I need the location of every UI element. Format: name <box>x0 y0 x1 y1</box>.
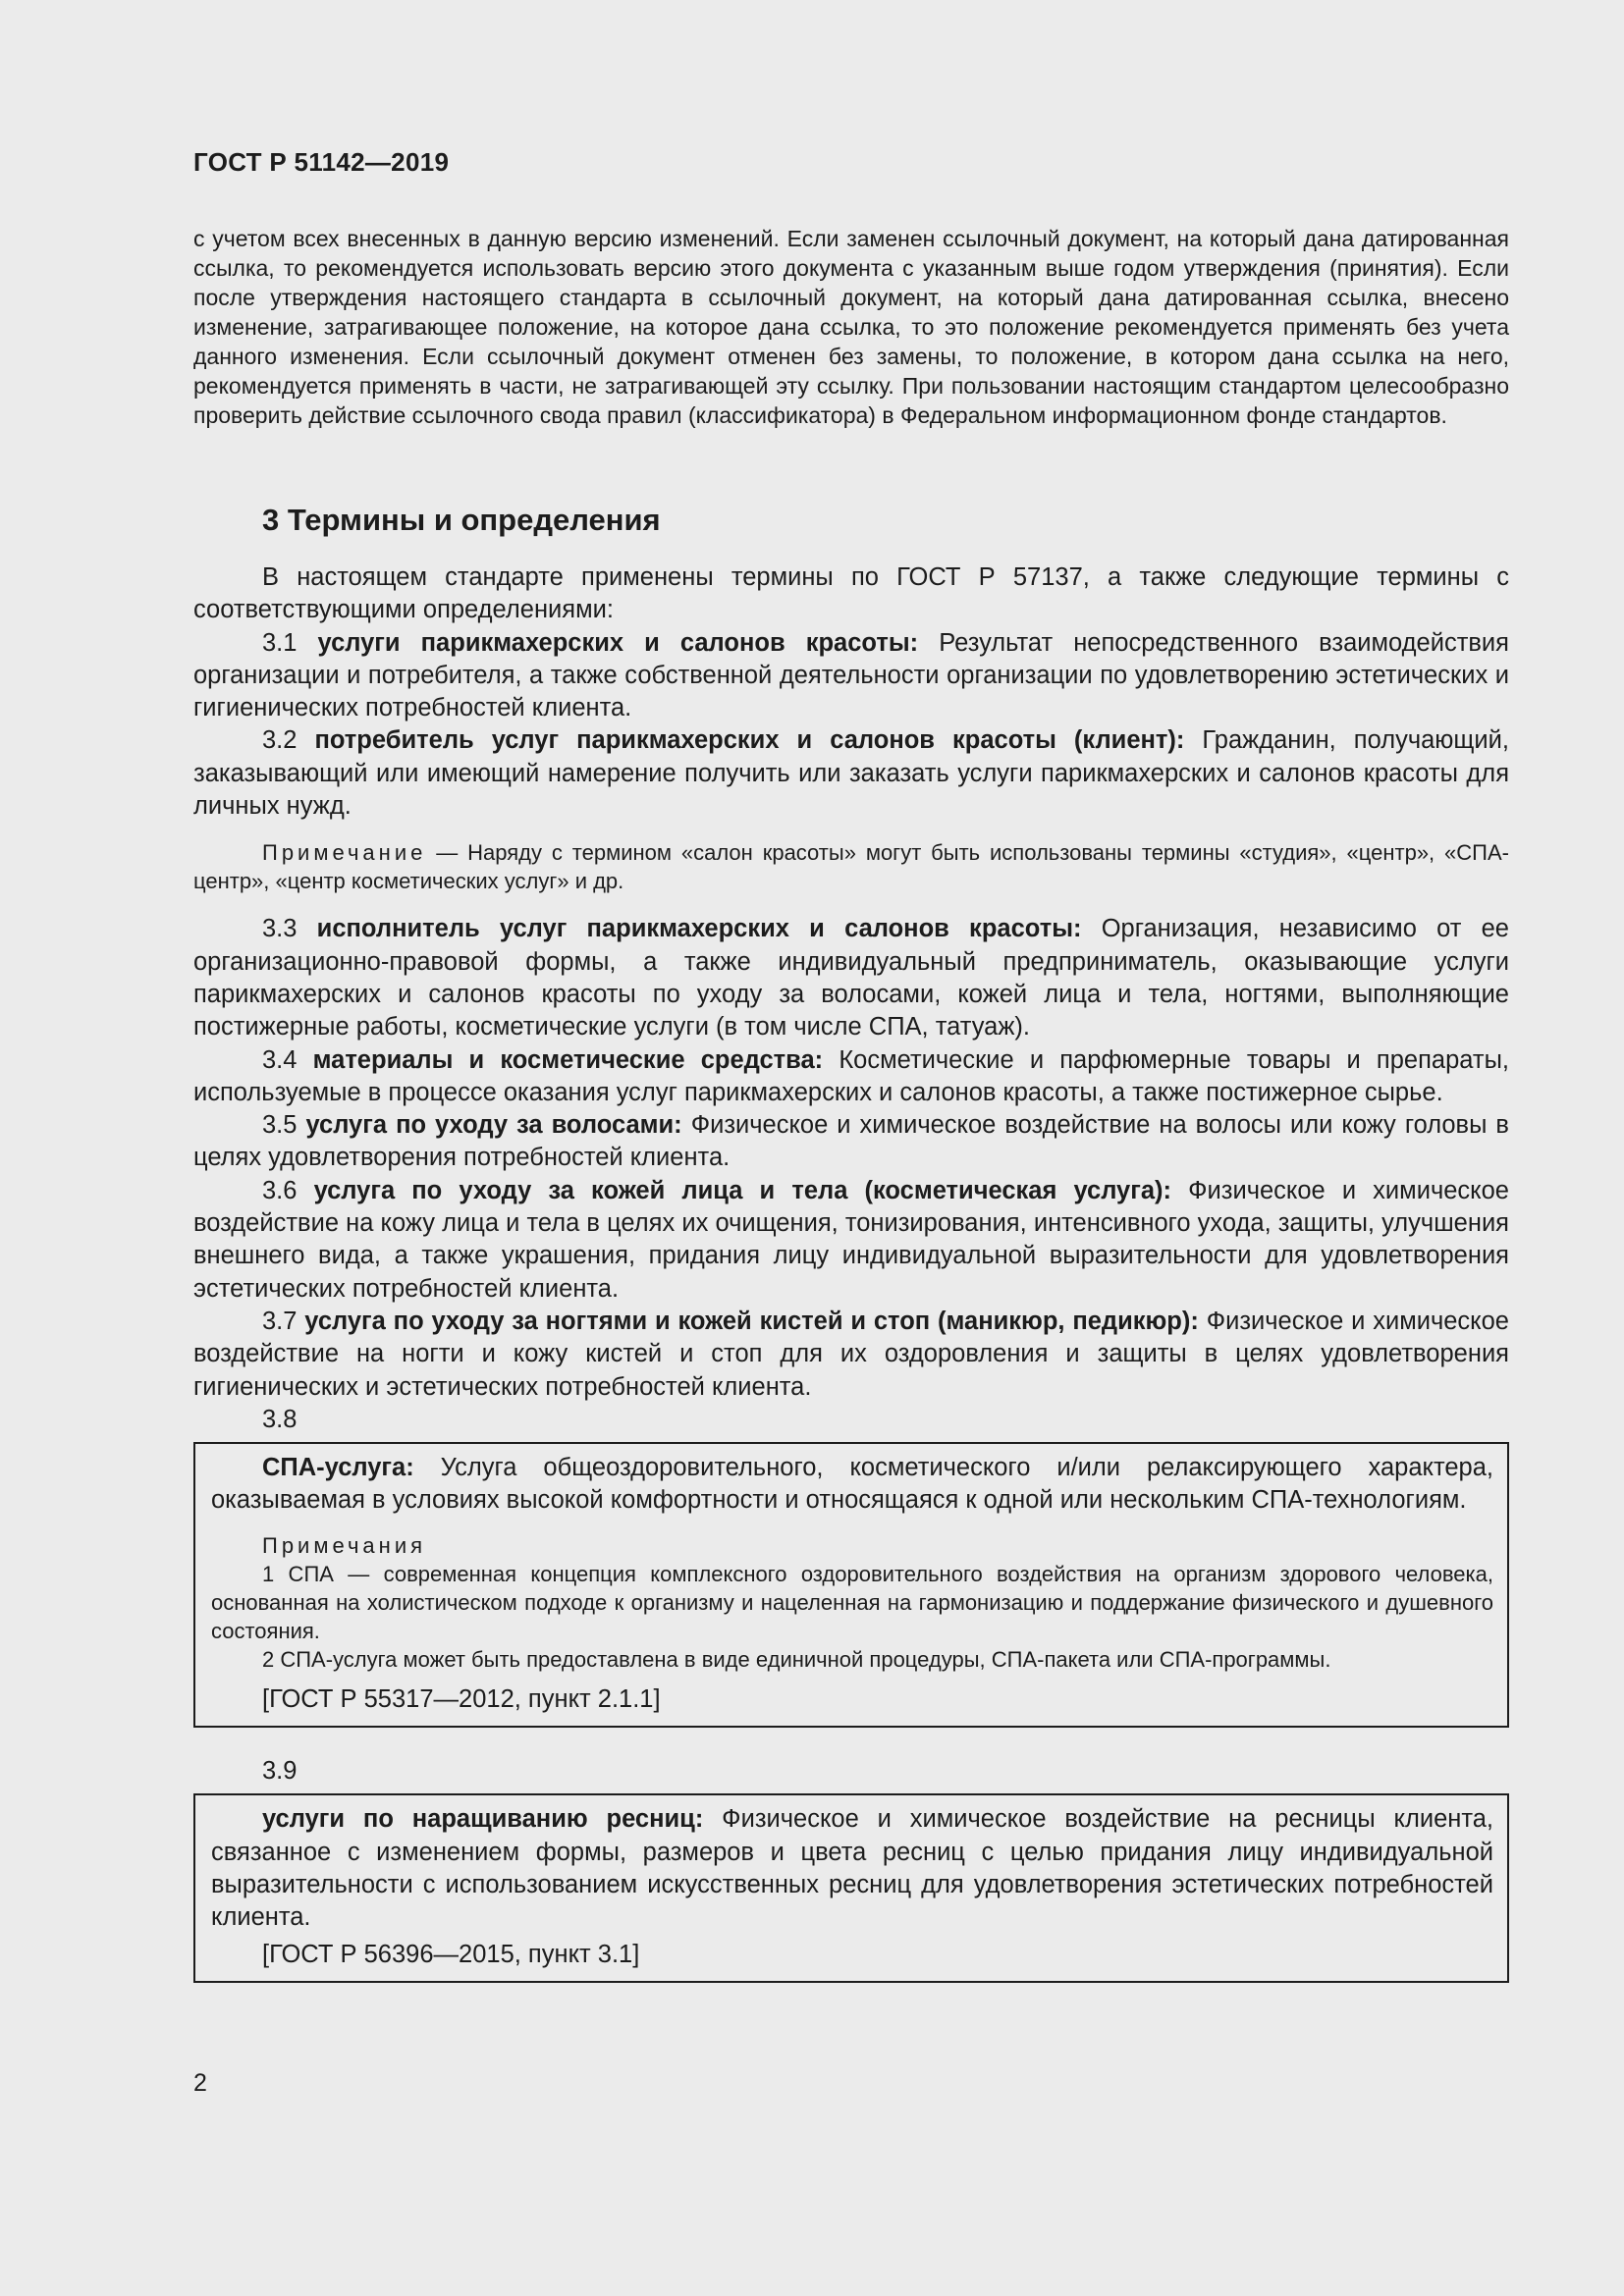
term-3-6-name: услуга по уходу за кожей лица и тела (косметическая услуга): <box>313 1176 1172 1204</box>
term-3-8-note-2: 2 СПА-услуга может быть предоставлена в виде единичной процедуры, СПА-пакета или СПА-программы. <box>262 1646 1331 1672</box>
term-3-7: 3.7 услуга по уходу за ногтями и кожей кистей и стоп (маникюр, педикюр): Физическое и химическое воздействие на ногти и кожу кистей и стоп для их оздоровления и защиты в целях удовлетворения гигиенических и эстетических потребностей клиента. <box>193 1307 1509 1401</box>
term-3-2-name: потребитель услуг парикмахерских и салонов красоты (клиент): <box>314 726 1185 755</box>
term-3-5-name: услуга по уходу за волосами: <box>305 1111 682 1140</box>
term-3-4: 3.4 материалы и косметические средства: Косметические и парфюмерные товары и препараты, используемые в процессе оказания услуг парикмахерских и салонов красоты, а также постижерное сырье. <box>193 1045 1509 1106</box>
term-3-2: 3.2 потребитель услуг парикмахерских и салонов красоты (клиент): Гражданин, получающий, заказывающий или имеющий намерение получить или заказать услуги парикмахерских и салонов красоты для личных нужд. <box>193 726 1509 821</box>
term-3-4-name: материалы и косметические средства: <box>312 1045 824 1074</box>
term-3-9-name: услуги по наращиванию ресниц: <box>262 1805 704 1834</box>
document-header: ГОСТ Р 51142—2019 <box>193 147 450 177</box>
terms-body <box>193 561 1509 1983</box>
term-3-9-reference: [ГОСТ Р 56396—2015, пункт 3.1] <box>262 1940 640 1968</box>
intro-paragraph: с учетом всех внесенных в данную версию изменений. Если заменен ссылочный документ, на который дана датированная ссылка, то рекомендуется использовать версию этого документа с указанным выше годом утверждения (принятия). Если после утверждения настоящего стандарта в ссылочный документ, на который дана датированная ссылка, внесено изменение, затрагивающее положение, на которое дана ссылка, то это положение рекомендуется применять без учета данного изменения. Если ссылочный документ отменен без замены, то положение, в котором дана ссылка на него, рекомендуется применять в части, не затрагивающей эту ссылку. При пользовании настоящим стандартом целесообразно проверить действие ссылочного свода правил (классификатора) в Федеральном информационном фонде стандартов. <box>193 226 1509 428</box>
term-3-8-note-1: 1 СПА — современная концепция комплексного оздоровительного воздействия на организм здорового человека, основанная на холистическом подходе к организму и нацеленная на гармонизацию и поддержание физического и душевного состояния. <box>211 1561 1493 1643</box>
term-3-3: 3.3 исполнитель услуг парикмахерских и салонов красоты: Организация, независимо от ее организационно-правовой формы, а также индивидуальный предприниматель, оказывающие услуги парикмахерских и салонов красоты по уходу за волосами, кожей лица и тела, ногтями, выполняющие постижерные работы, косметические услуги (в том числе СПА, татуаж). <box>193 915 1509 1041</box>
term-3-7-name: услуга по уходу за ногтями и кожей кистей и стоп (маникюр, педикюр): <box>304 1307 1199 1335</box>
term-3-8-box <box>193 1442 1509 1728</box>
page-number: 2 <box>193 2069 207 2097</box>
note-label: Примечание <box>262 840 427 866</box>
term-3-6: 3.6 услуга по уходу за кожей лица и тела (косметическая услуга): Физическое и химическое воздействие на кожу лица и тела в целях их очищения, тонизирования, интенсивного ухода, защиты, улучшения внешнего вида, а также украшения, придания лицу индивидуальной выразительности для удовлетворения эстетических потребностей клиента. <box>193 1176 1509 1303</box>
term-3-5: 3.5 услуга по уходу за волосами: Физическое и химическое воздействие на волосы или кожу головы в целях удовлетворения потребностей клиента. <box>193 1111 1509 1172</box>
term-3-1: 3.1 услуги парикмахерских и салонов красоты: Результат непосредственного взаимодействия организации и потребителя, а также собственной деятельности организации по удовлетворению эстетических и гигиенических потребностей клиента. <box>193 628 1509 722</box>
term-3-8-notes-label: Примечания <box>262 1532 427 1558</box>
section-lead: В настоящем стандарте применены термины по ГОСТ Р 57137, а также следующие термины с соответствующими определениями: <box>193 563 1509 624</box>
term-3-9-box <box>193 1793 1509 1982</box>
note-3-2: Примечание — Наряду с термином «салон красоты» могут быть использованы термины «студия», «центр», «СПА-центр», «центр косметических услуг» и др. <box>193 840 1509 894</box>
term-3-8-number: 3.8 <box>262 1405 298 1433</box>
term-3-3-name: исполнитель услуг парикмахерских и салонов красоты: <box>316 915 1082 943</box>
term-3-1-name: услуги парикмахерских и салонов красоты: <box>317 628 919 657</box>
term-3-8-name: СПА-услуга: <box>262 1454 414 1482</box>
section-title: 3 Термины и определения <box>262 503 661 537</box>
term-3-8-reference: [ГОСТ Р 55317—2012, пункт 2.1.1] <box>262 1684 661 1713</box>
term-3-9-number: 3.9 <box>262 1757 298 1786</box>
term-3-9: услуги по наращиванию ресниц: Физическое и химическое воздействие на ресницы клиента, связанное с изменением формы, размеров и цвета ресниц с целью придания лицу индивидуальной выразительности с использованием искусственных ресниц для удовлетворения эстетических потребностей клиента. <box>211 1805 1493 1932</box>
term-3-8: СПА-услуга: Услуга общеоздоровительного, косметического и/или релаксирующего характера, оказываемая в условиях высокой комфортности и относящаяся к одной или нескольким СПА-технологиям. <box>211 1454 1493 1515</box>
